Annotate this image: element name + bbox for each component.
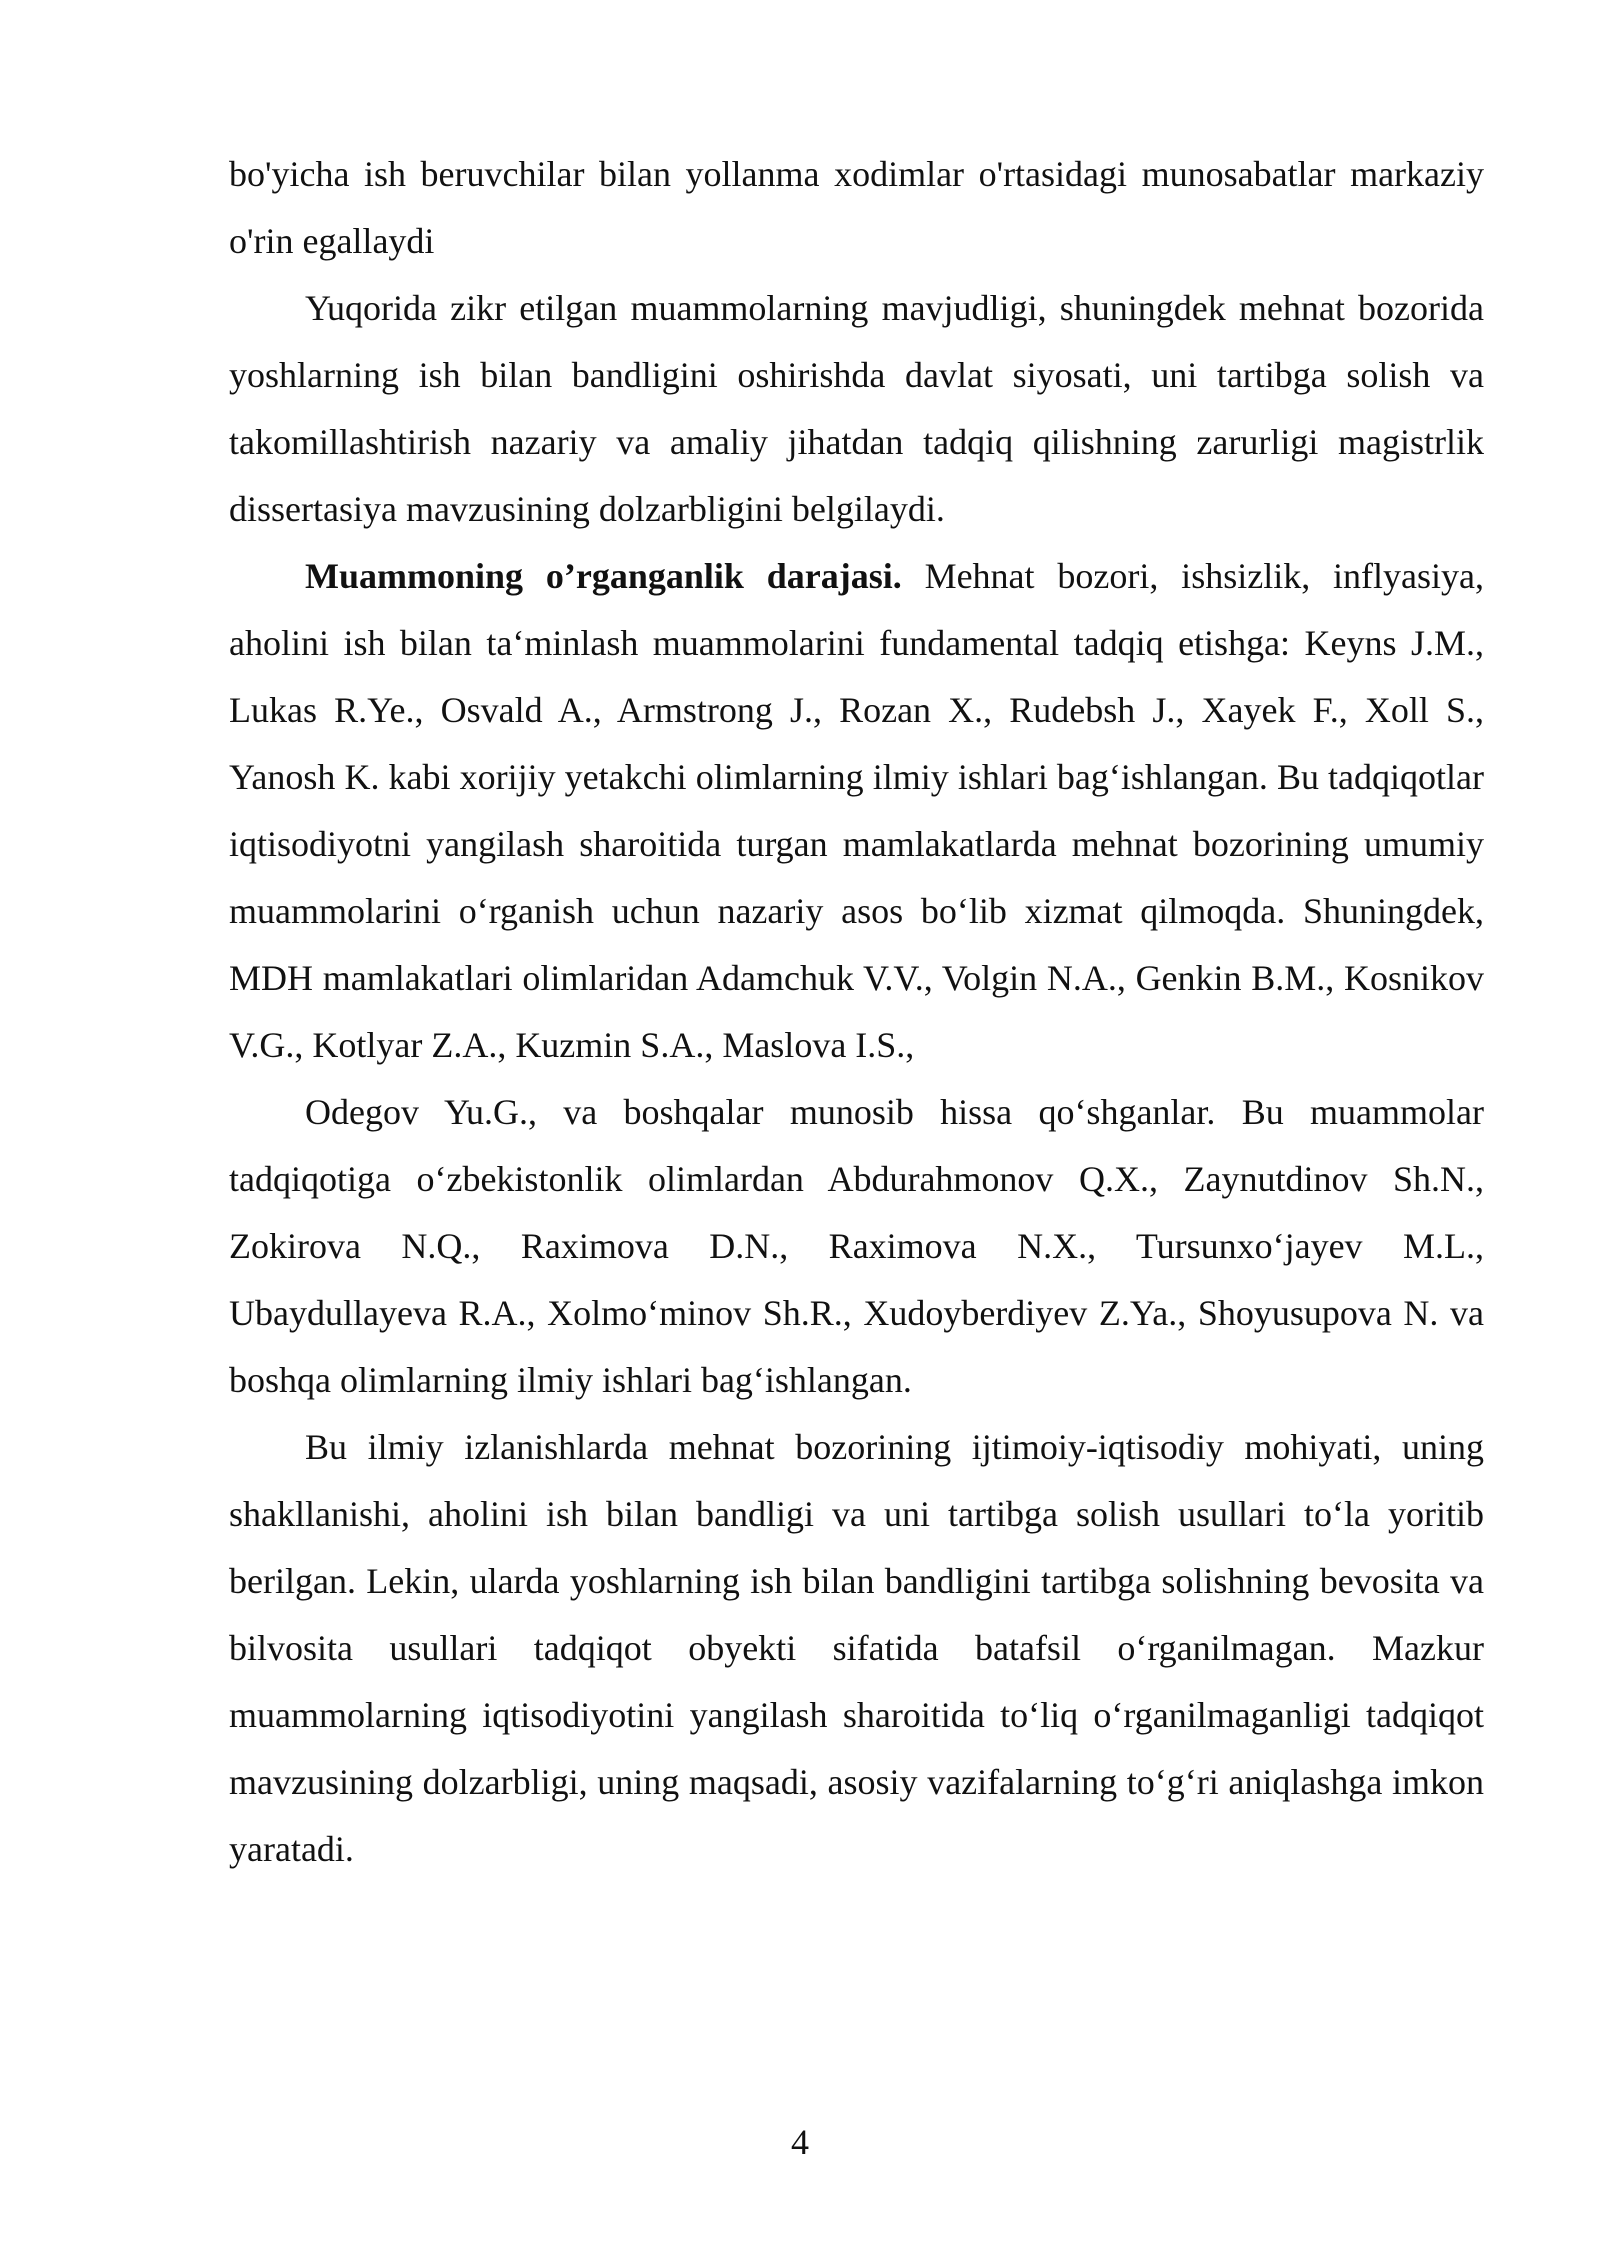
paragraph-text: Mehnat bozori, ishsizlik, inflyasiya, aholini ish bilan ta‘minlash muammolarini fundamental tadqiq etishga: Keyns J.M., Lukas R.Ye., Osvald A., Armstrong J., Rozan X., Rudebsh J., Xayek F., Xoll S., Yanosh K. kabi xorijiy yetakchi olimlarning ilmiy ishlari bag‘ishlangan. Bu tadqiqotlar iqtisodiyotni yangilash sharoitida turgan mamlakatlarda mehnat bozorining umumiy muammolarini o‘rganish uchun nazariy asos bo‘lib xizmat qilmoqda. Shuningdek, MDH mamlakatlari olimlaridan Adamchuk V.V., Volgin N.A., Genkin B.M., Kosnikov V.G., Kotlyar Z.A., Kuzmin S.A., Maslova I.S., <box>229 556 1484 1065</box>
paragraph-text: bo'yicha ish beruvchilar bilan yollanma xodimlar o'rtasidagi munosabatlar markaziy o'rin egallaydi <box>229 154 1484 261</box>
paragraph-study-degree <box>229 543 1484 1079</box>
paragraph-uzbek-scholars <box>229 1079 1484 1414</box>
paragraph-heading: Muammoning o’rganganlik darajasi. <box>305 556 902 596</box>
paragraph-text: Yuqorida zikr etilgan muammolarning mavjudligi, shuningdek mehnat bozorida yoshlarning ish bilan bandligini oshirishda davlat siyosati, uni tartibga solish va takomillashtirish nazariy va amaliy jihatdan tadqiq qilishning zarurligi magistrlik dissertasiya mavzusining dolzarbligini belgilaydi. <box>229 288 1484 529</box>
paragraph-continuation <box>229 141 1484 275</box>
page-body <box>229 141 1484 1883</box>
paragraph-text: Bu ilmiy izlanishlarda mehnat bozorining ijtimoiy-iqtisodiy mohiyati, uning shakllanishi, aholini ish bilan bandligi va uni tartibga solish usullari to‘la yoritib berilgan. Lekin, ularda yoshlarning ish bilan bandligini tartibga solishning bevosita va bilvosita usullari tadqiqot obyekti sifatida batafsil o‘rganilmagan. Mazkur muammolarning iqtisodiyotini yangilash sharoitida to‘liq o‘rganilmaganligi tadqiqot mavzusining dolzarbligi, uning maqsadi, asosiy vazifalarning to‘g‘ri aniqlashga imkon yaratadi. <box>229 1427 1484 1869</box>
paragraph-text: Odegov Yu.G., va boshqalar munosib hissa qo‘shganlar. Bu muammolar tadqiqotiga o‘zbekistonlik olimlardan Abdurahmonov Q.X., Zaynutdinov Sh.N., Zokirova N.Q., Raximova D.N., Raximova N.X., Tursunxo‘jayev M.L., Ubaydullayeva R.A., Xolmo‘minov Sh.R., Xudoyberdiyev Z.Ya., Shoyusupova N. va boshqa olimlarning ilmiy ishlari bag‘ishlangan. <box>229 1092 1484 1400</box>
paragraph-relevance <box>229 275 1484 543</box>
paragraph-research-gap <box>229 1414 1484 1883</box>
page-number: 4 <box>791 2122 809 2162</box>
